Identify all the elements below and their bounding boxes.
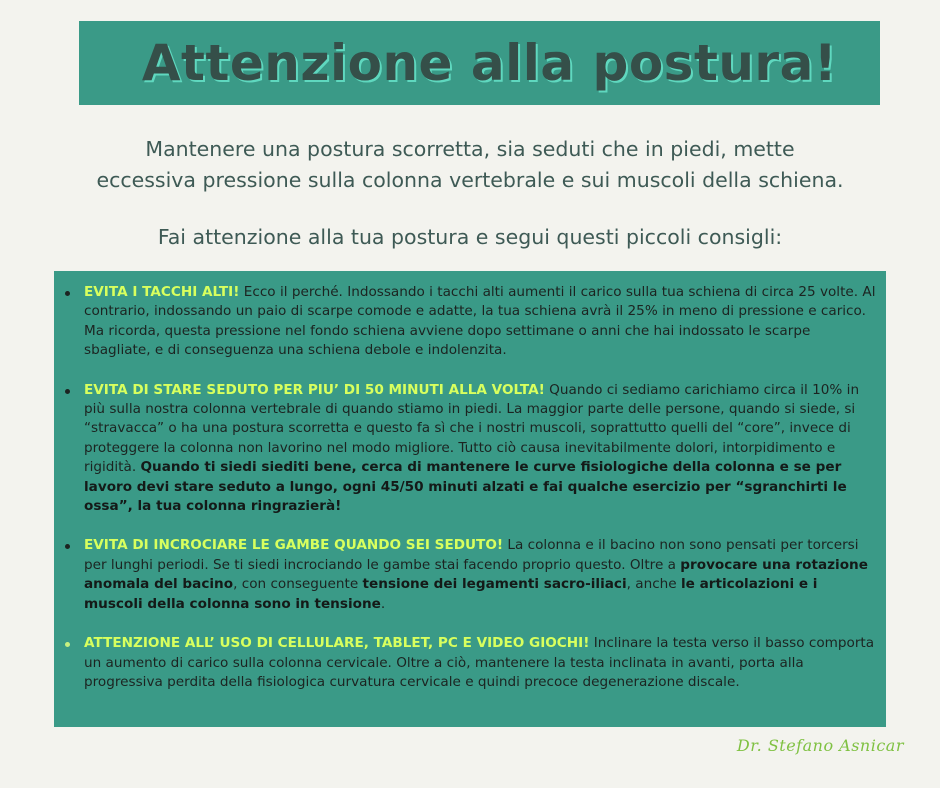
tip-bold-text: le articolazioni e i muscoli della colonna sono in tensione	[84, 576, 818, 612]
tips-box	[54, 271, 886, 727]
tip-text: Quando ci sediamo carichiamo circa il 10% in più sulla nostra colonna vertebrale di quando stiamo in piedi. La maggior parte delle persone, quando si siede, si “stravacca” o ha una postura scorretta e questo fa sì che i nostri muscoli, soprattutto quelli del “core”, invece di proteggere la colonna non lavorino nel modo migliore. Tutto ciò causa inevitabilmente dolori, intorpidimento e rigidità.	[84, 381, 860, 476]
intro-spacer	[0, 196, 940, 222]
tip-bold-text: Quando ti siedi siediti bene, cerca di mantenere le curve fisiologiche della colonna e se per lavoro devi stare seduto a lungo, ogni 45/50 minuti alzati e fai qualche esercizio per “sgranchirti le ossa”, la tua colonna ringrazierà!	[84, 459, 847, 515]
tip-devices	[84, 634, 876, 692]
tip-text: Inclinare la testa verso il basso comporta un aumento di carico sulla colonna cervicale. Oltre a ciò, mantenere la testa inclinata in avanti, porta alla progressiva perdita della fisiologica curvatura cervicale e quindi precoce degenerazione discale.	[84, 635, 875, 690]
title-banner	[79, 21, 880, 105]
tip-bold-text: provocare una rotazione anomala del bacino	[84, 556, 868, 593]
page-title: Attenzione alla postura!	[141, 34, 838, 92]
tip-crossed-legs	[84, 536, 876, 614]
intro-line-3: Fai attenzione alla tua postura e segui questi piccoli consigli:	[157, 225, 783, 249]
tip-heading: EVITA DI INCROCIARE LE GAMBE QUANDO SEI SEDUTO!	[84, 537, 504, 554]
intro-text	[0, 134, 940, 253]
tip-text: .	[380, 595, 386, 612]
tip-heading: EVITA I TACCHI ALTI!	[84, 284, 240, 300]
tip-heading: EVITA DI STARE SEDUTO PER PIU’ DI 50 MINUTI ALLA VOLTA!	[84, 381, 545, 398]
tip-text: , anche	[626, 576, 681, 593]
intro-line-2: eccessiva pressione sulla colonna vertebrale e sui muscoli della schiena.	[96, 168, 844, 192]
tip-bold-text: tensione dei legamenti sacro-iliaci	[362, 576, 627, 593]
intro-line-1: Mantenere una postura scorretta, sia seduti che in piedi, mette	[145, 137, 795, 161]
tip-sitting	[84, 381, 876, 517]
signature: Dr. Stefano Asnicar	[736, 736, 904, 755]
tip-text: , con conseguente	[233, 576, 363, 593]
tip-text: La colonna e il bacino non sono pensati per torcersi per lunghi periodi. Se ti siedi incrociando le gambe stai facendo proprio questo. Oltre a	[84, 537, 859, 573]
tip-high-heels	[84, 283, 876, 361]
tips-list	[84, 283, 876, 692]
tip-text: Ecco il perché. Indossando i tacchi alti aumenti il carico sulla tua schiena di circa 25 volte. Al contrario, indossando un paio di scarpe comode e adatte, la tua schiena avrà il 25% in meno di pressione e carico. Ma ricorda, questa pressione nel fondo schiena avviene dopo settimane o anni che hai indossato le scarpe sbagliate, e di conseguenza una schiena debole e indolenzita.	[84, 284, 876, 359]
tip-heading: ATTENZIONE ALL’ USO DI CELLULARE, TABLET, PC E VIDEO GIOCHI!	[84, 635, 590, 652]
